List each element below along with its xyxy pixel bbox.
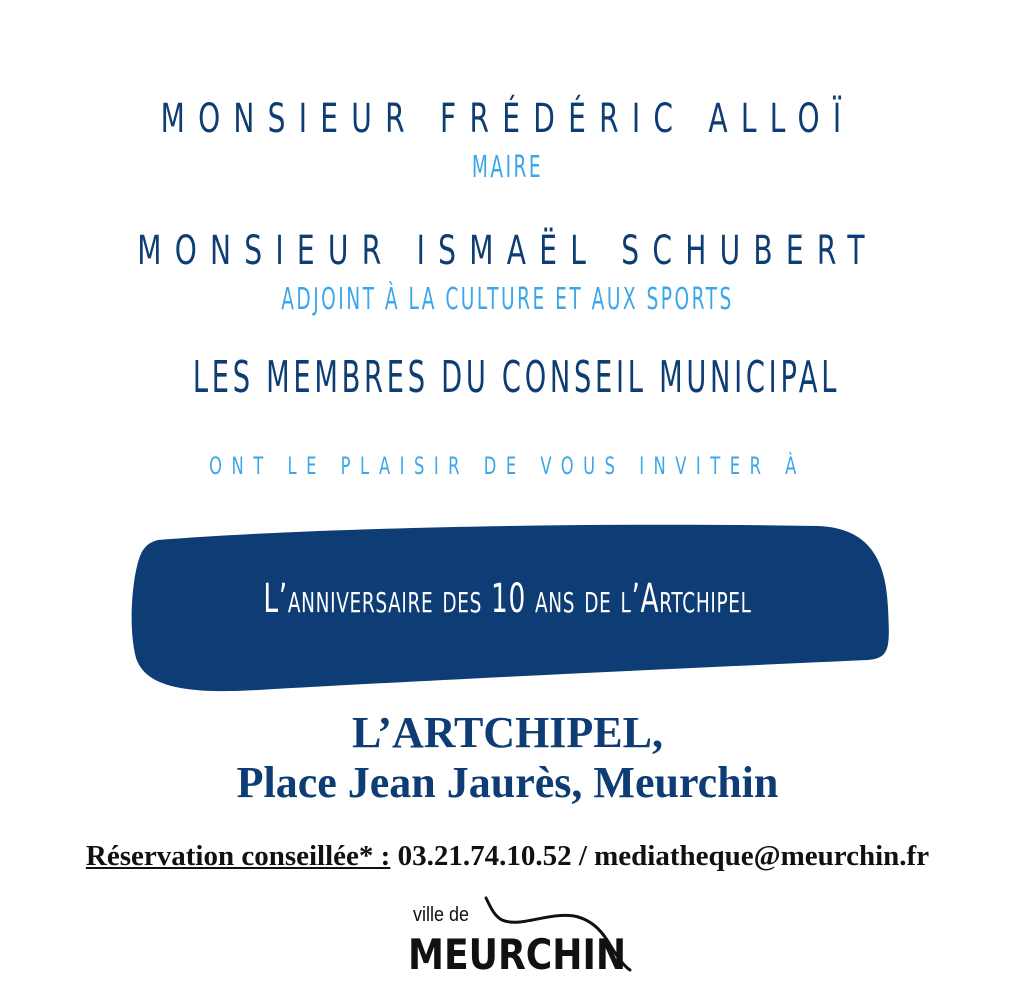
invite-text: ONT LE PLAISIR DE VOUS INVITER À <box>209 452 806 480</box>
event-title: L’anniversaire des 10 ans de l’Artchipel <box>263 576 752 622</box>
reservation-label: Réservation conseillée* : <box>85 840 391 872</box>
host1-role: MAIRE <box>471 150 544 185</box>
logo-big-text: MEURCHIN <box>408 930 627 979</box>
council-members: LES MEMBRES DU CONSEIL MUNICIPAL <box>192 352 841 403</box>
meurchin-logo <box>398 890 648 985</box>
host2-role: ADJOINT À LA CULTURE ET AUX SPORTS <box>281 282 734 317</box>
logo-small-text: ville de <box>413 904 470 926</box>
reservation-contact: 03.21.74.10.52 / mediatheque@meurchin.fr <box>397 840 930 872</box>
host1-name: MONSIEUR FRÉDÉRIC ALLOÏ <box>160 96 855 142</box>
reservation-line <box>0 840 1015 873</box>
venue-name: L’ARTCHIPEL, <box>351 708 663 757</box>
host2-name: MONSIEUR ISMAËL SCHUBERT <box>137 228 878 274</box>
venue-address: Place Jean Jaurès, Meurchin <box>236 758 779 807</box>
